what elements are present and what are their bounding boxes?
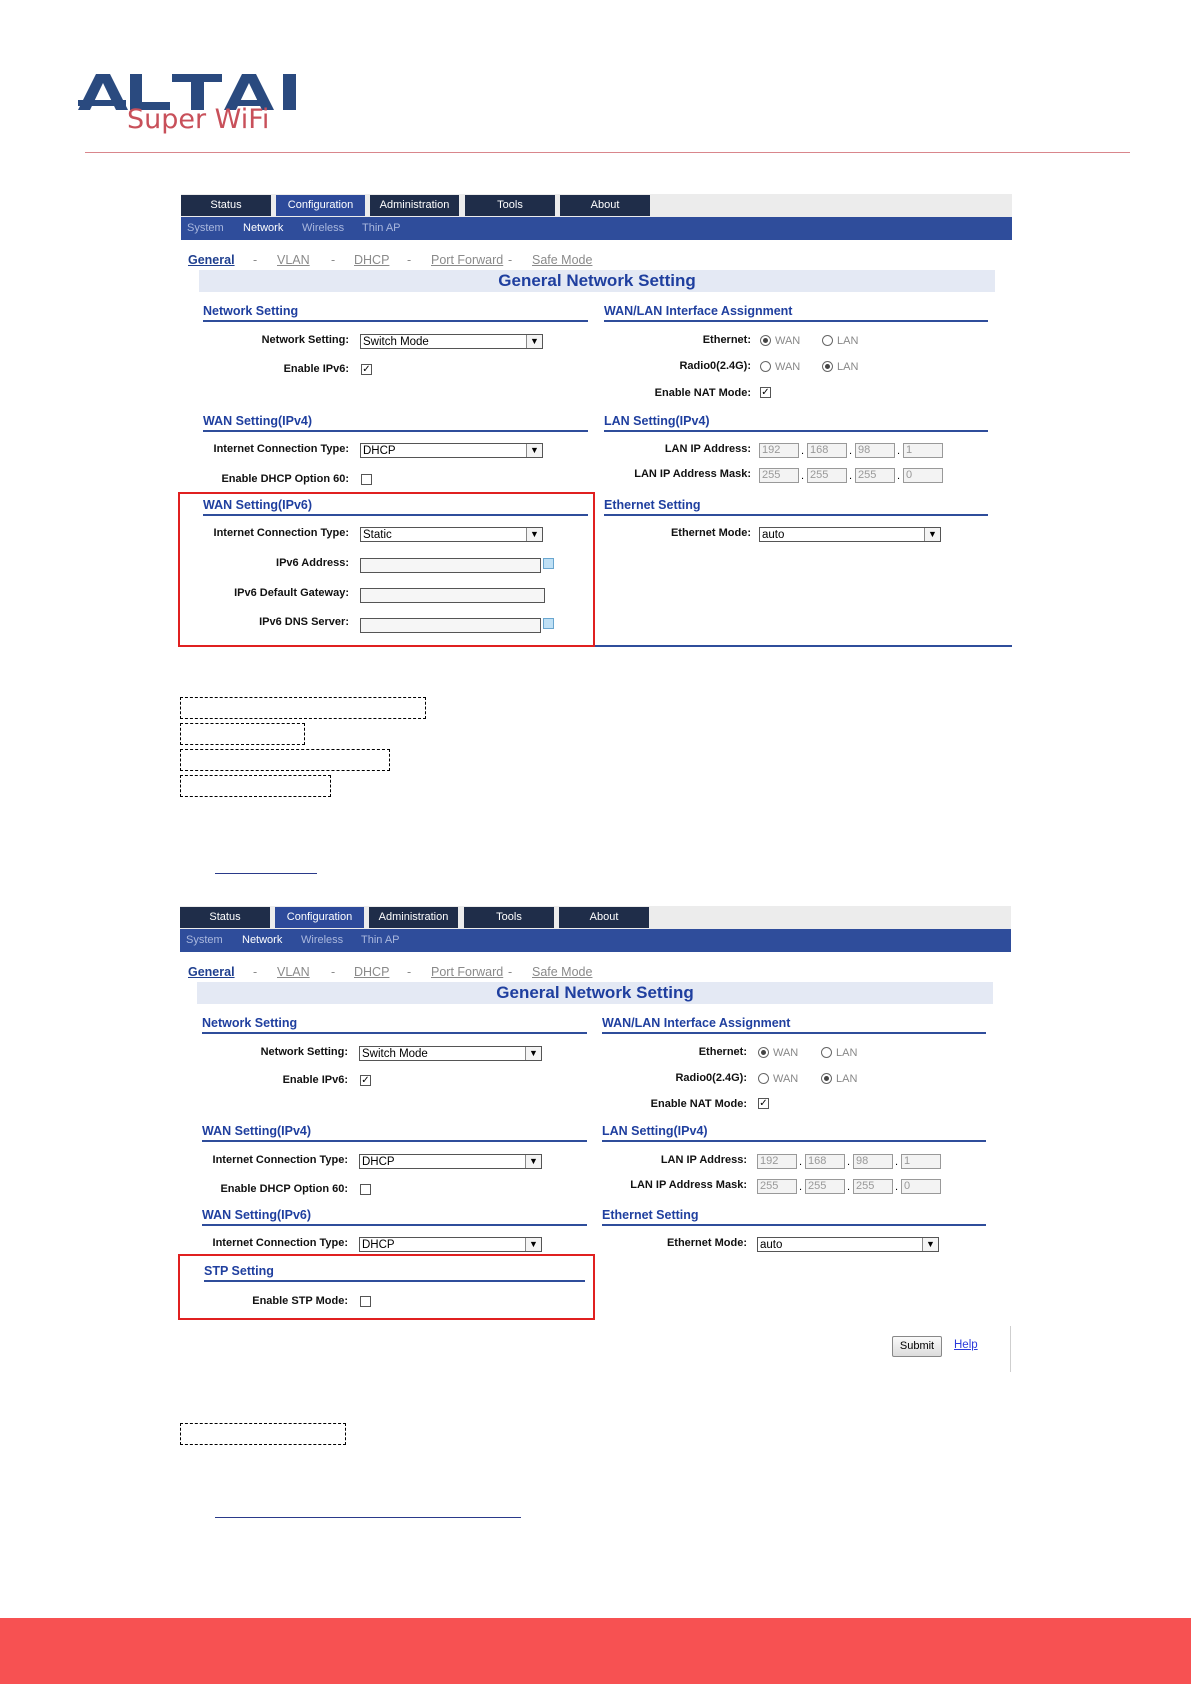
subnav-wireless[interactable]: Wireless [301,934,344,946]
stp-mode-checkbox[interactable] [360,1296,371,1307]
ipv6-address-input[interactable] [360,558,541,573]
ethernet-wan-radio[interactable] [758,1047,769,1058]
lan-mask-label: LAN IP Address Mask: [630,1179,747,1191]
crumb-sep: - [331,253,336,267]
radio-label: WAN [775,361,801,373]
sub-nav [180,929,1011,952]
section-network-setting: Network Setting [203,304,588,322]
ipv4-conn-type-label: Internet Connection Type: [213,443,349,455]
lan-mask-octet[interactable]: 255 [805,1179,845,1194]
radio0-label: Radio0(2.4G): [675,1072,747,1084]
subnav-system[interactable]: System [186,934,223,946]
octet-dot: . [801,445,805,457]
section-lan-ipv4: LAN Setting(IPv4) [602,1124,986,1142]
ipv6-dns-input[interactable] [360,618,541,633]
network-setting-label: Network Setting: [261,334,349,346]
lan-ip-octet[interactable]: 1 [903,443,943,458]
radio0-wan-radio[interactable] [760,361,771,372]
crumb-port-forward[interactable]: Port Forward [431,253,504,267]
tab-configuration[interactable]: Configuration [276,195,365,216]
crumb-sep: - [253,253,258,267]
radio0-wan-radio[interactable] [758,1073,769,1084]
enable-ipv6-checkbox[interactable]: ✓ [362,364,371,375]
ipv6-address-label: IPv6 Address: [276,557,349,569]
lan-mask-octet[interactable]: 255 [855,468,895,483]
network-setting-select[interactable]: Switch Mode ▼ [359,1046,542,1061]
nat-mode-label: Enable NAT Mode: [650,1098,747,1110]
ipv4-conn-type-select[interactable]: DHCP ▼ [359,1154,542,1169]
section-ethernet-setting: Ethernet Setting [602,1208,986,1226]
enable-ipv6-checkbox[interactable]: ✓ [361,1075,370,1086]
edit-list-icon[interactable] [543,558,554,569]
subnav-wireless[interactable]: Wireless [302,222,345,234]
crumb-dhcp[interactable]: DHCP [354,965,390,979]
crumb-sep: - [508,253,513,267]
lan-mask-octet[interactable]: 255 [757,1179,797,1194]
text-placeholder [180,697,426,719]
text-placeholder [180,775,331,797]
section-wan-lan-assign: WAN/LAN Interface Assignment [602,1016,986,1034]
lan-mask-octet[interactable]: 0 [903,468,943,483]
tab-status[interactable]: Status [181,195,271,216]
tab-tools[interactable]: Tools [464,907,554,928]
sub-nav [181,217,1012,240]
dhcp-opt60-checkbox[interactable] [361,474,372,485]
link-underline [215,873,317,874]
stp-mode-label: Enable STP Mode: [252,1295,348,1307]
dhcp-opt60-label: Enable DHCP Option 60: [221,473,349,485]
lan-mask-octet[interactable]: 255 [807,468,847,483]
footer-bar [0,1618,1191,1684]
octet-dot: . [847,1156,851,1168]
lan-ip-label: LAN IP Address: [660,1154,747,1166]
section-stp-setting: STP Setting [204,1264,585,1282]
subnav-system[interactable]: System [187,222,224,234]
tab-administration[interactable]: Administration [370,195,459,216]
lan-mask-label: LAN IP Address Mask: [634,468,751,480]
crumb-port-forward[interactable]: Port Forward [431,965,504,979]
tab-administration[interactable]: Administration [369,907,458,928]
crumb-safe-mode[interactable]: Safe Mode [532,965,593,979]
crumb-safe-mode[interactable]: Safe Mode [532,253,593,267]
subnav-thin-ap[interactable]: Thin AP [361,934,400,946]
edit-list-icon[interactable] [543,618,554,629]
lan-mask-octet[interactable]: 255 [759,468,799,483]
crumb-vlan[interactable]: VLAN [277,965,310,979]
lan-ip-label: LAN IP Address: [664,443,751,455]
crumb-sep: - [508,965,513,979]
lan-ip-octet[interactable]: 1 [901,1154,941,1169]
tab-status[interactable]: Status [180,907,270,928]
radio-label: LAN [836,1073,858,1085]
chevron-down-icon: ▼ [526,444,542,457]
screenshot-1 [181,194,1012,649]
nat-mode-checkbox[interactable]: ✓ [759,1098,768,1109]
octet-dot: . [849,445,853,457]
chevron-down-icon: ▼ [924,528,940,541]
ethernet-mode-label: Ethernet Mode: [670,527,751,539]
dhcp-opt60-checkbox[interactable] [360,1184,371,1195]
top-tabs [181,194,1012,217]
section-lan-ipv4: LAN Setting(IPv4) [604,414,988,432]
section-wan-ipv6: WAN Setting(IPv6) [203,498,588,516]
radio-label: LAN [836,1047,858,1059]
ethernet-wan-radio[interactable] [760,335,771,346]
crumb-sep: - [407,965,412,979]
ipv6-dns-label: IPv6 DNS Server: [259,616,349,628]
ethernet-mode-label: Ethernet Mode: [666,1237,747,1249]
chevron-down-icon: ▼ [526,528,542,541]
panel-edge [1010,1326,1011,1372]
octet-dot: . [847,1181,851,1193]
network-setting-select[interactable]: Switch Mode ▼ [360,334,543,349]
section-ethernet-setting: Ethernet Setting [604,498,988,516]
section-wan-ipv4: WAN Setting(IPv4) [202,1124,587,1142]
radio0-label: Radio0(2.4G): [679,360,751,372]
ethernet-mode-select[interactable]: auto ▼ [757,1237,939,1252]
ipv6-conn-type-select[interactable]: Static ▼ [360,527,543,542]
subnav-thin-ap[interactable]: Thin AP [362,222,401,234]
radio-label: LAN [837,335,859,347]
lan-ip-octet[interactable]: 192 [759,443,799,458]
panel-bottom-rule [595,645,1012,647]
ipv6-conn-type-label: Internet Connection Type: [212,1237,348,1249]
octet-dot: . [897,445,901,457]
octet-dot: . [895,1181,899,1193]
radio0-lan-radio[interactable] [822,361,833,372]
text-placeholder [180,749,390,771]
crumb-sep: - [407,253,412,267]
enable-ipv6-label: Enable IPv6: [283,363,349,375]
ethernet-lan-radio[interactable] [821,1047,832,1058]
ethernet-label: Ethernet: [702,334,751,346]
section-wan-ipv4: WAN Setting(IPv4) [203,414,588,432]
radio-label: WAN [773,1073,799,1085]
lan-ip-octet[interactable]: 98 [853,1154,893,1169]
crumb-sep: - [331,965,336,979]
subnav-network[interactable]: Network [243,222,284,234]
text-placeholder [180,1423,346,1445]
tab-configuration[interactable]: Configuration [275,907,364,928]
ipv6-conn-type-label: Internet Connection Type: [213,527,349,539]
crumb-general[interactable]: General [188,965,235,979]
help-link[interactable]: Help [954,1339,978,1351]
crumb-vlan[interactable]: VLAN [277,253,310,267]
nat-mode-checkbox[interactable]: ✓ [761,387,770,398]
crumb-dhcp[interactable]: DHCP [354,253,390,267]
section-wan-ipv6: WAN Setting(IPv6) [202,1208,587,1226]
logo-tagline: Super WiFi [127,104,270,135]
submit-button[interactable]: Submit [892,1336,942,1357]
header-divider [85,152,1130,153]
chevron-down-icon: ▼ [525,1238,541,1251]
lan-ip-octet[interactable]: 98 [855,443,895,458]
octet-dot: . [799,1181,803,1193]
radio-label: WAN [773,1047,799,1059]
tab-about[interactable]: About [559,907,649,928]
dhcp-opt60-label: Enable DHCP Option 60: [220,1183,348,1195]
ethernet-label: Ethernet: [698,1046,747,1058]
enable-ipv6-label: Enable IPv6: [282,1074,348,1086]
octet-dot: . [897,470,901,482]
lan-ip-octet[interactable]: 192 [757,1154,797,1169]
ipv6-gateway-input[interactable] [360,588,545,603]
octet-dot: . [849,470,853,482]
tab-about[interactable]: About [560,195,650,216]
nat-mode-label: Enable NAT Mode: [654,387,751,399]
lan-mask-octet[interactable]: 0 [901,1179,941,1194]
octet-dot: . [895,1156,899,1168]
text-placeholder [180,723,305,745]
network-setting-label: Network Setting: [260,1046,348,1058]
chevron-down-icon: ▼ [526,335,542,348]
ethernet-lan-radio[interactable] [822,335,833,346]
crumb-sep: - [253,965,258,979]
chevron-down-icon: ▼ [525,1047,541,1060]
ethernet-mode-select[interactable]: auto ▼ [759,527,941,542]
radio-label: WAN [775,335,801,347]
lan-mask-octet[interactable]: 255 [853,1179,893,1194]
crumb-general[interactable]: General [188,253,235,267]
section-wan-lan-assign: WAN/LAN Interface Assignment [604,304,988,322]
chevron-down-icon: ▼ [525,1155,541,1168]
ipv4-conn-type-label: Internet Connection Type: [212,1154,348,1166]
octet-dot: . [801,470,805,482]
ipv6-gateway-label: IPv6 Default Gateway: [234,587,349,599]
section-network-setting: Network Setting [202,1016,587,1034]
radio0-lan-radio[interactable] [821,1073,832,1084]
top-tabs [180,906,1011,929]
octet-dot: . [799,1156,803,1168]
radio-label: LAN [837,361,859,373]
tab-tools[interactable]: Tools [465,195,555,216]
ipv6-conn-type-select[interactable]: DHCP ▼ [359,1237,542,1252]
ipv4-conn-type-select[interactable]: DHCP ▼ [360,443,543,458]
lan-ip-octet[interactable]: 168 [807,443,847,458]
page-title: General Network Setting [199,270,995,292]
link-underline [215,1517,521,1518]
lan-ip-octet[interactable]: 168 [805,1154,845,1169]
screenshot-2 [180,906,1011,1372]
page-title: General Network Setting [197,982,993,1004]
subnav-network[interactable]: Network [242,934,283,946]
chevron-down-icon: ▼ [922,1238,938,1251]
